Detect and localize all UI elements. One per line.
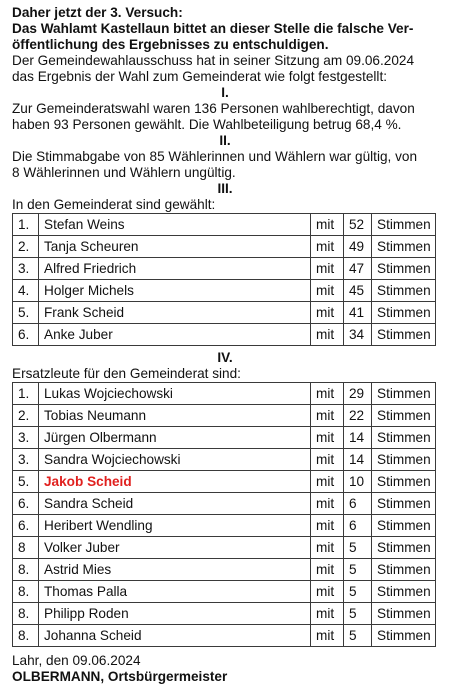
table-row <box>13 258 436 280</box>
intro-line-1: Der Gemeindewahlausschuss hat in seiner Sitzung am 09.06.2024 <box>12 53 415 68</box>
mit-cell: mit <box>311 603 344 625</box>
unit-cell: Stimmen <box>372 537 436 559</box>
rank-cell: 8. <box>13 559 39 581</box>
name-cell: Stefan Weins <box>39 214 311 236</box>
mit-cell: mit <box>311 581 344 603</box>
mit-cell: mit <box>311 214 344 236</box>
rank-cell: 2. <box>13 405 39 427</box>
unit-cell: Stimmen <box>372 559 436 581</box>
mit-cell: mit <box>311 471 344 493</box>
rank-cell: 5. <box>13 471 39 493</box>
votes-cell: 6 <box>344 515 372 537</box>
mit-cell: mit <box>311 427 344 449</box>
unit-cell: Stimmen <box>372 236 436 258</box>
table-row <box>13 280 436 302</box>
section-numeral-4: IV. <box>217 350 233 365</box>
rank-cell: 8 <box>13 537 39 559</box>
signature: OLBERMANN, Ortsbürgermeister <box>12 669 228 684</box>
rank-cell: 8. <box>13 625 39 647</box>
section-numeral-3: III. <box>217 181 233 196</box>
votes-cell: 29 <box>344 383 372 405</box>
heading-line-1: Daher jetzt der 3. Versuch: <box>12 5 183 20</box>
name-cell: Sandra Wojciechowski <box>39 449 311 471</box>
table-row <box>13 581 436 603</box>
unit-cell: Stimmen <box>372 603 436 625</box>
mit-cell: mit <box>311 236 344 258</box>
table-row <box>13 625 436 647</box>
votes-cell: 41 <box>344 302 372 324</box>
rank-cell: 1. <box>13 383 39 405</box>
table-row <box>13 427 436 449</box>
mit-cell: mit <box>311 625 344 647</box>
unit-cell: Stimmen <box>372 214 436 236</box>
votes-cell: 10 <box>344 471 372 493</box>
rank-cell: 3. <box>13 449 39 471</box>
table-row <box>13 537 436 559</box>
intro-line-2: das Ergebnis der Wahl zum Gemeinderat wie folgt festgestellt: <box>12 69 388 84</box>
table-row <box>13 559 436 581</box>
mit-cell: mit <box>311 493 344 515</box>
council-table <box>12 213 436 346</box>
rank-cell: 3. <box>13 258 39 280</box>
votes-cell: 5 <box>344 603 372 625</box>
rank-cell: 6. <box>13 493 39 515</box>
heading-line-3: öffentlichung des Ergebnisses zu entschuldigen. <box>12 37 329 52</box>
unit-cell: Stimmen <box>372 258 436 280</box>
name-cell: Johanna Scheid <box>39 625 311 647</box>
section2-line-2: 8 Wählerinnen und Wählern ungültig. <box>12 165 236 180</box>
votes-cell: 52 <box>344 214 372 236</box>
rank-cell: 5. <box>13 302 39 324</box>
rank-cell: 8. <box>13 603 39 625</box>
name-cell: Holger Michels <box>39 280 311 302</box>
mit-cell: mit <box>311 302 344 324</box>
table-row <box>13 405 436 427</box>
name-cell: Anke Juber <box>39 324 311 346</box>
votes-cell: 6 <box>344 493 372 515</box>
substitutes-label: Ersatzleute für den Gemeinderat sind: <box>12 366 241 381</box>
section1-line-1: Zur Gemeinderatswahl waren 136 Personen wahlberechtigt, davon <box>12 101 415 116</box>
name-cell: Philipp Roden <box>39 603 311 625</box>
name-cell: Lukas Wojciechowski <box>39 383 311 405</box>
name-cell: Frank Scheid <box>39 302 311 324</box>
table-row <box>13 236 436 258</box>
name-cell: Tanja Scheuren <box>39 236 311 258</box>
unit-cell: Stimmen <box>372 493 436 515</box>
mit-cell: mit <box>311 324 344 346</box>
table-row <box>13 302 436 324</box>
section2-line-1: Die Stimmabgabe von 85 Wählerinnen und Wählern war gültig, von <box>12 149 418 164</box>
rank-cell: 3. <box>13 427 39 449</box>
unit-cell: Stimmen <box>372 383 436 405</box>
mit-cell: mit <box>311 537 344 559</box>
mit-cell: mit <box>311 280 344 302</box>
votes-cell: 14 <box>344 427 372 449</box>
substitutes-table <box>12 382 436 647</box>
table-row <box>13 324 436 346</box>
heading-line-2: Das Wahlamt Kastellaun bittet an dieser Stelle die falsche Ver- <box>12 21 414 36</box>
table-row <box>13 214 436 236</box>
rank-cell: 8. <box>13 581 39 603</box>
council-label: In den Gemeinderat sind gewählt: <box>12 197 216 212</box>
unit-cell: Stimmen <box>372 449 436 471</box>
rank-cell: 1. <box>13 214 39 236</box>
name-cell: Sandra Scheid <box>39 493 311 515</box>
unit-cell: Stimmen <box>372 302 436 324</box>
table-row <box>13 383 436 405</box>
section1-line-2: haben 93 Personen gewählt. Die Wahlbeteiligung betrug 68,4 %. <box>12 117 402 132</box>
mit-cell: mit <box>311 258 344 280</box>
votes-cell: 5 <box>344 537 372 559</box>
section-numeral-2: II. <box>219 133 231 148</box>
place-date: Lahr, den 09.06.2024 <box>12 653 141 668</box>
mit-cell: mit <box>311 449 344 471</box>
name-cell: Volker Juber <box>39 537 311 559</box>
name-cell: Tobias Neumann <box>39 405 311 427</box>
unit-cell: Stimmen <box>372 471 436 493</box>
name-cell: Jürgen Olbermann <box>39 427 311 449</box>
mit-cell: mit <box>311 515 344 537</box>
votes-cell: 45 <box>344 280 372 302</box>
unit-cell: Stimmen <box>372 427 436 449</box>
votes-cell: 14 <box>344 449 372 471</box>
mit-cell: mit <box>311 559 344 581</box>
section-numeral-1: I. <box>221 85 229 100</box>
name-cell: Astrid Mies <box>39 559 311 581</box>
name-cell: Alfred Friedrich <box>39 258 311 280</box>
rank-cell: 2. <box>13 236 39 258</box>
unit-cell: Stimmen <box>372 625 436 647</box>
name-cell: Heribert Wendling <box>39 515 311 537</box>
votes-cell: 47 <box>344 258 372 280</box>
unit-cell: Stimmen <box>372 280 436 302</box>
rank-cell: 6. <box>13 324 39 346</box>
table-row <box>13 471 436 493</box>
unit-cell: Stimmen <box>372 324 436 346</box>
unit-cell: Stimmen <box>372 405 436 427</box>
table-row <box>13 449 436 471</box>
votes-cell: 34 <box>344 324 372 346</box>
mit-cell: mit <box>311 405 344 427</box>
name-cell: Jakob Scheid <box>39 471 311 493</box>
votes-cell: 5 <box>344 581 372 603</box>
votes-cell: 22 <box>344 405 372 427</box>
table-row <box>13 515 436 537</box>
mit-cell: mit <box>311 383 344 405</box>
votes-cell: 5 <box>344 625 372 647</box>
rank-cell: 4. <box>13 280 39 302</box>
votes-cell: 5 <box>344 559 372 581</box>
rank-cell: 6. <box>13 515 39 537</box>
table-row <box>13 603 436 625</box>
name-cell: Thomas Palla <box>39 581 311 603</box>
unit-cell: Stimmen <box>372 515 436 537</box>
votes-cell: 49 <box>344 236 372 258</box>
unit-cell: Stimmen <box>372 581 436 603</box>
table-row <box>13 493 436 515</box>
